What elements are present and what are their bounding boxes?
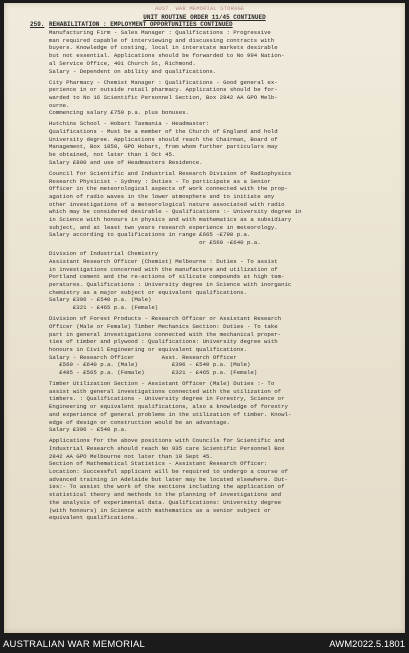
paragraph xyxy=(49,380,399,434)
text-line: part in general investigations connected with the mechanical proper- xyxy=(49,330,282,338)
text-line: al Service Office, 401 Church St, Richmond. xyxy=(49,59,196,67)
text-line: Salary according to qualifications in range £665 -£790 p.a. xyxy=(49,231,251,239)
text-line: which may be considered desirable - Qualifications :- University degree in xyxy=(49,208,302,216)
text-line: man required capable of interviewing and discussing contracts with xyxy=(49,36,275,44)
text-line: peratures. Qualifications : University degree in Science with inorganic xyxy=(49,280,292,288)
text-line: statistical theory and methods to the planning of investigations and xyxy=(49,491,282,499)
text-line: Portland cement and the re-actions of silicate compounds at high tem- xyxy=(49,273,285,281)
paragraph xyxy=(49,170,399,247)
text-line: Division of Industrial Chemistry xyxy=(49,250,159,258)
text-line: advanced training in Adelaide but later may be located elsewhere. Dut- xyxy=(49,475,288,483)
text-line: edge of design or construction would be an advantage. xyxy=(49,418,230,426)
text-line: £560 - £640 p.a. (Male) £396 - £540 p.a. (Male) xyxy=(49,361,251,369)
text-line: Officer in the meteorological aspects of work connected with the prop- xyxy=(49,185,288,193)
text-line: Manufacturing Firm - Sales Manager : Qualifications : Progressive xyxy=(49,29,271,36)
text-line: Salary - Dependent on ability and qualifications. xyxy=(49,67,217,75)
text-line: assist with general investigations connected with the utilization of xyxy=(49,387,282,395)
text-line: the analysis of experimental data. Qualifications: University degree xyxy=(49,498,282,506)
text-line: and experience of general problems in the utilization of timber. Knowl- xyxy=(49,410,292,418)
text-line: City Pharmacy - Chemist Manager : Qualifications - Good general ex- xyxy=(49,78,278,86)
section-title: REHABILITATION : EMPLOYMENT OPPORTUNITIES CONTINUED xyxy=(49,21,233,28)
text-line: £485 - £565 p.a. (Female) £321 - £465 p.a. (Female) xyxy=(49,369,258,377)
paragraph xyxy=(49,250,399,312)
document-body xyxy=(49,29,399,525)
text-line: University degree. Applications should reach the Chairman, Board of xyxy=(49,135,278,143)
text-line: 2842 AA GPO Melbourne not later than 10 Sept 45. xyxy=(49,452,213,460)
text-line: but not essential. Applications should be forwarded to No 994 Nation- xyxy=(49,52,285,60)
text-line: ourne. xyxy=(49,101,70,109)
text-line: Timber Utilization Section - Assistant Officer (Male) Duties :- To xyxy=(49,380,275,388)
text-line: Applications for the above positions with Councils for Scientific and xyxy=(49,437,285,445)
text-line: Location: Successful applicant will be required to undergo a course of xyxy=(49,468,288,476)
text-line: be obtained, not later than 1 Oct 45. xyxy=(49,151,176,159)
text-line: subject, and at least two years research experience in meteorology. xyxy=(49,223,278,231)
text-line: ies:- To assist the work of the sections including the application of xyxy=(49,483,285,491)
document-page xyxy=(4,3,405,633)
text-line: (with honours) in Science with mathematics as a senior subject or xyxy=(49,506,271,514)
text-line: in Science with honours in physics and with mathematics as a subsidiary xyxy=(49,216,292,224)
text-line: Assistant Research Officer (Chemist) Melbourne : Duties - To assist xyxy=(49,257,278,265)
footer-institution: AUSTRALIAN WAR MEMORIAL xyxy=(3,639,146,650)
text-line: chemistry as a major subject or equivalent qualifications. xyxy=(49,288,247,296)
text-line: ties of timber and plywood : Qualifications: University degree with xyxy=(49,338,278,346)
section-number: 259. xyxy=(30,21,45,28)
paragraph xyxy=(49,437,399,522)
text-line: agation of radio waves in the lower atmosphere and to initiate any xyxy=(49,192,275,200)
text-line: Management, Box 1850, GPO Hobart, from whom further particulars may xyxy=(49,143,278,151)
paragraph xyxy=(49,29,399,75)
text-line: Research Physicist - Sydney : Duties - To participate as a Senior xyxy=(49,177,271,185)
text-line: timbers. : Qualifications - University degree in Forestry, Science or xyxy=(49,395,285,403)
text-line: Hutchins School - Hobart Tasmania - Headmaster: xyxy=(49,120,210,128)
text-line: Industrial Research should reach No 935 care Scientific Personnel Box xyxy=(49,444,285,452)
text-line: Division of Forest Products - Research Officer or Assistant Research xyxy=(49,315,282,323)
paragraph xyxy=(49,315,399,377)
footer-bar xyxy=(0,633,409,653)
storage-stamp: AUST. WAR MEMORIAL STORAGE xyxy=(155,6,245,12)
text-line: Officer (Male or Female) Timber Mechanics Section: Duties - To take xyxy=(49,322,278,330)
text-line: Qualifications - Must be a member of the Church of England and hold xyxy=(49,128,278,136)
footer-accession-number: AWM2022.5.1801 xyxy=(329,639,405,650)
text-line: equivalent qualifications. xyxy=(49,514,138,522)
text-line: buyers. Knowledge of costing, local in interstate markets desirable xyxy=(49,44,278,52)
text-line: or £560 -£640 p.a. xyxy=(49,239,261,247)
paragraph xyxy=(49,120,399,166)
text-line: warded to No 16 Scientific Personnel Section, Box 2842 AA GPO Melb- xyxy=(49,93,278,101)
paragraph xyxy=(49,79,399,118)
text-line: Council for Scientific and Industrial Research Division of Radiophysics xyxy=(49,169,292,177)
text-line: honours in Civil Engineering or equivalent qualifications. xyxy=(49,345,247,353)
text-line: Salary - Research Officer Asst. Research Officer xyxy=(49,353,237,361)
text-line: £321 - £465 p.a. (Female) xyxy=(49,304,159,312)
text-line: in investigations concerned with the manufacture and utilization of xyxy=(49,265,278,273)
page-heading: UNIT ROUTINE ORDER 11/45 CONTINUED xyxy=(143,14,266,21)
text-line: Engineering or equivalent qualifications, also a knowledge of forestry xyxy=(49,403,288,411)
text-line: Salary £396 - £540 p.a. xyxy=(49,426,128,434)
text-line: Salary £800 and use of Headmasters Residence. xyxy=(49,158,203,166)
text-line: other investigations of a meteorological nature associated with radio xyxy=(49,200,285,208)
text-line: perience in or outside retail pharmacy. Applications should be for- xyxy=(49,86,278,94)
text-line: Commencing salary £750 p.a. plus bonuses. xyxy=(49,109,189,117)
text-line: Salary £396 - £540 p.a. (Male) xyxy=(49,296,152,304)
text-line: Section of Mathematical Statistics - Assistant Research Officer: xyxy=(49,460,268,468)
